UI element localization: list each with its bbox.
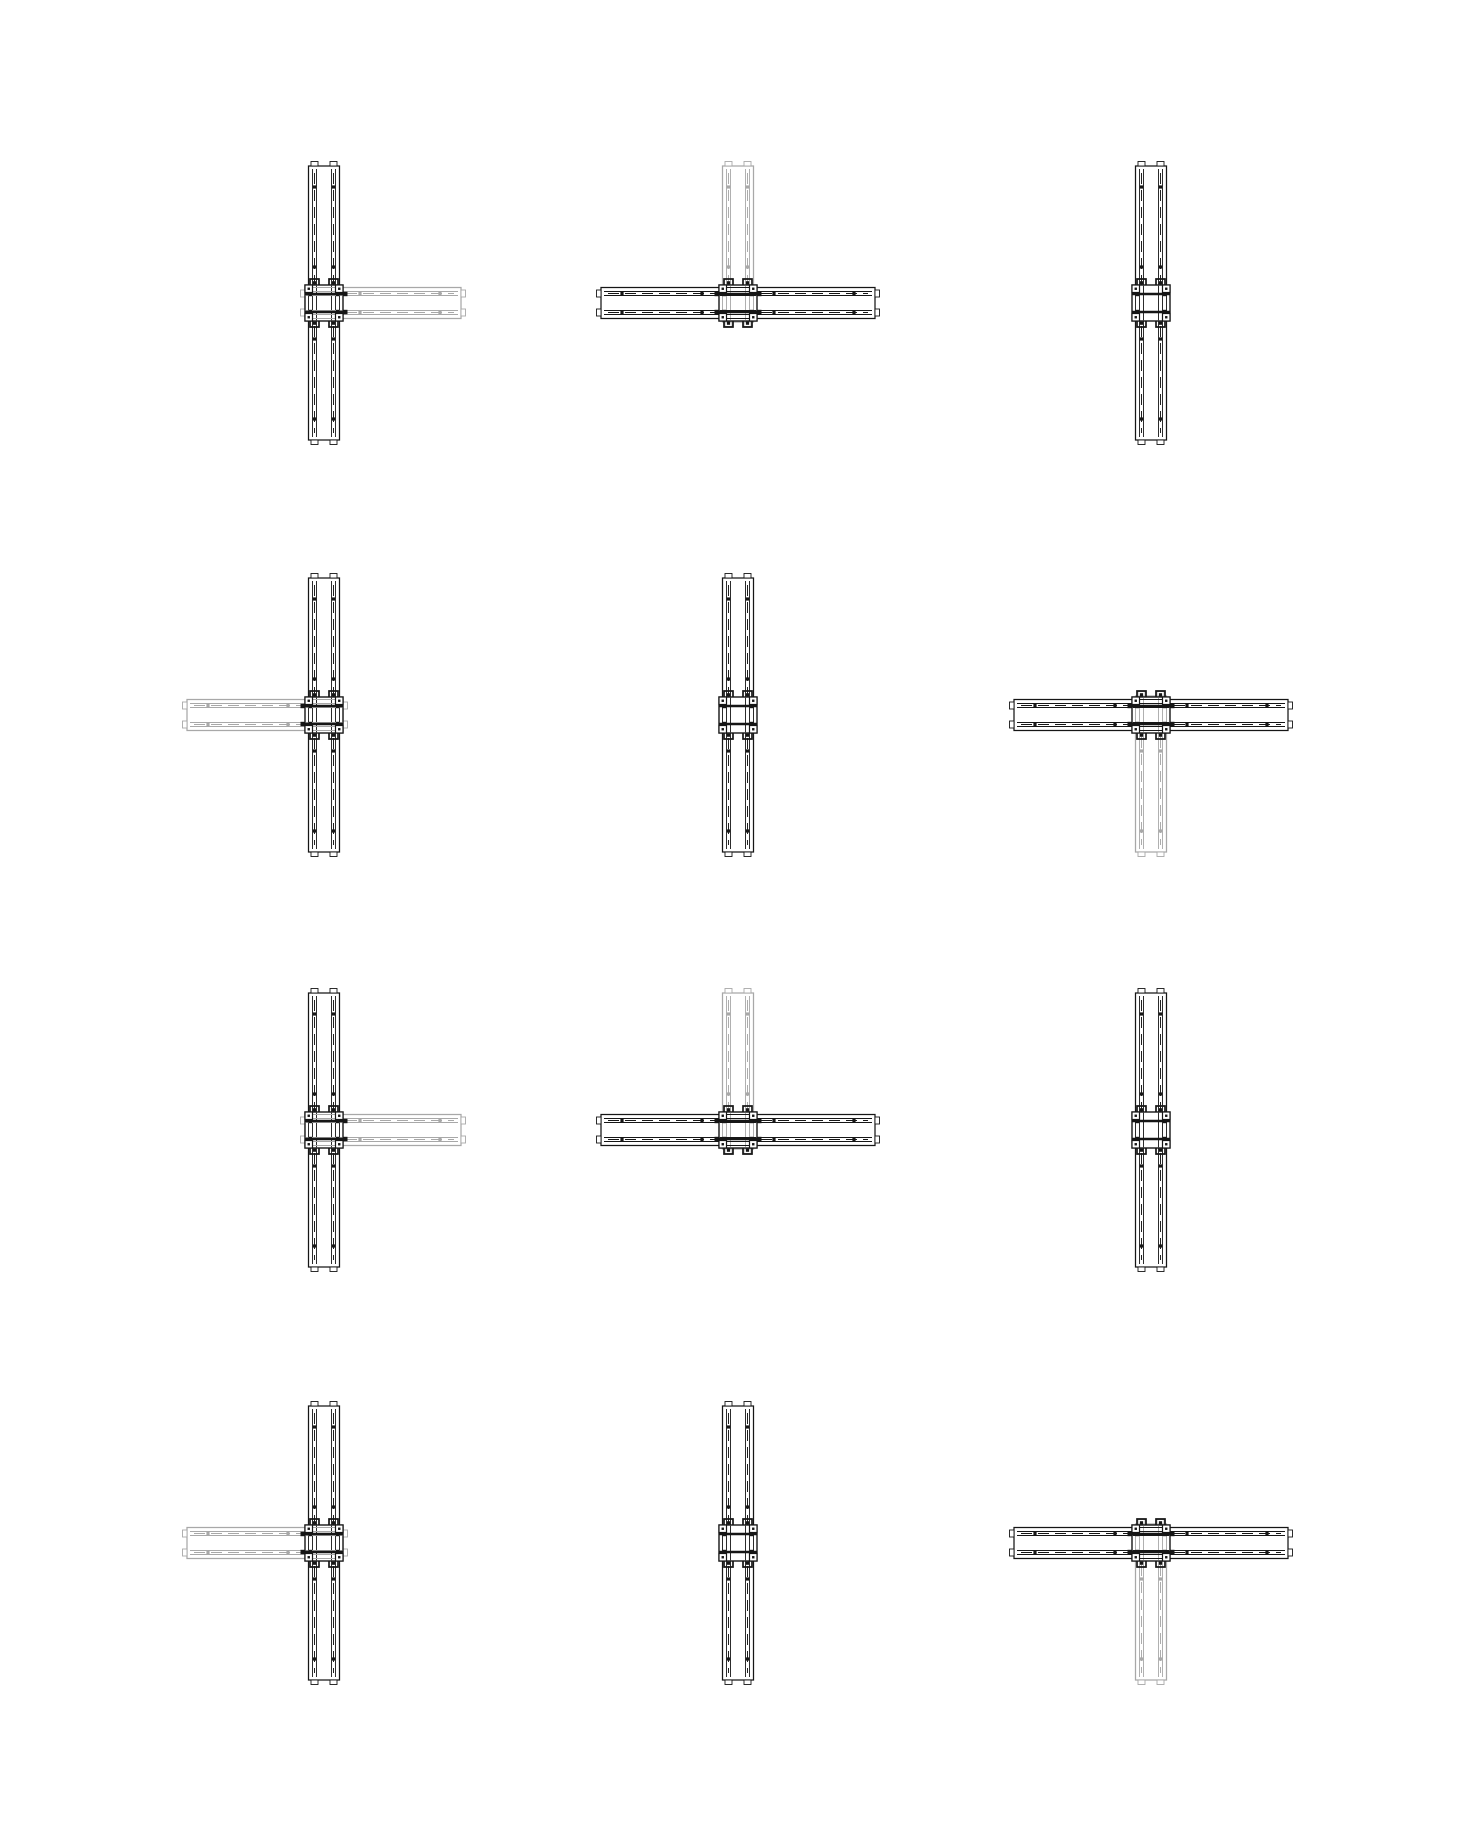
detail-r4c2 [719,1402,757,1685]
detail-r3c2 [597,989,880,1155]
detail-r3c3 [1132,989,1170,1272]
detail-r2c1 [183,574,348,857]
detail-r3c1 [301,989,466,1272]
detail-r1c1 [301,162,466,445]
detail-r1c3 [1132,162,1170,445]
detail-r1c2 [597,162,880,328]
detail-r4c3 [1010,1519,1293,1685]
detail-r2c2 [719,574,757,857]
detail-r2c3 [1010,691,1293,857]
detail-r4c1 [183,1402,348,1685]
